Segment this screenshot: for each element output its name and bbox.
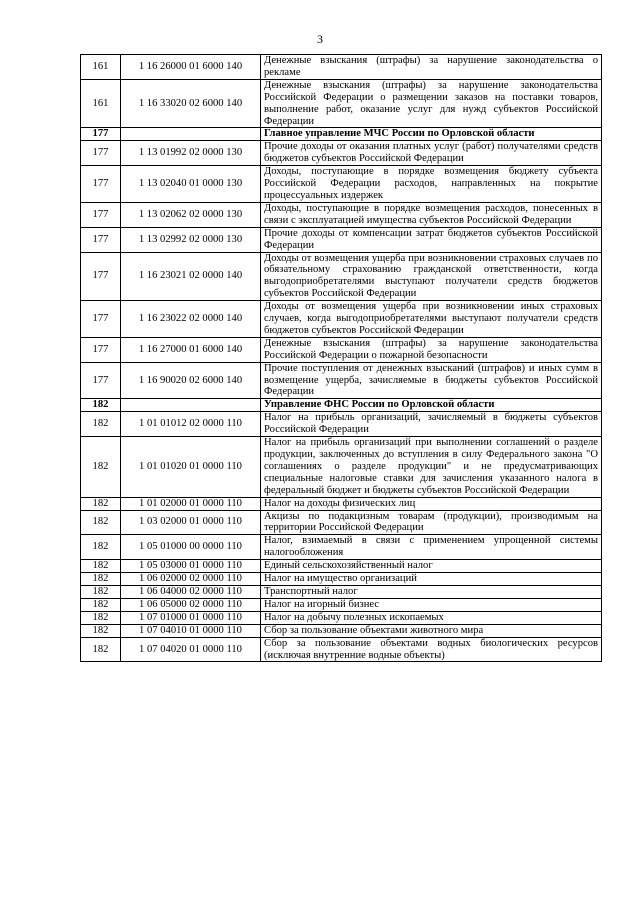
table-row — [81, 141, 602, 166]
admin-code-cell: 182 — [81, 497, 121, 510]
revenue-name-cell: Налог, взимаемый в связи с применением упрощенной системы налогообложения — [261, 535, 602, 560]
revenue-name-cell: Налог на добычу полезных ископаемых — [261, 611, 602, 624]
revenue-code-cell: 1 05 01000 00 0000 110 — [121, 535, 261, 560]
admin-code-cell: 177 — [81, 227, 121, 252]
table-row — [81, 573, 602, 586]
admin-code-cell: 182 — [81, 510, 121, 535]
revenue-name-cell: Транспортный налог — [261, 585, 602, 598]
revenue-name-cell: Единый сельскохозяйственный налог — [261, 560, 602, 573]
admin-code-cell: 177 — [81, 337, 121, 362]
table-row — [81, 497, 602, 510]
admin-code-cell: 161 — [81, 79, 121, 128]
table-row — [81, 510, 602, 535]
revenue-name-cell: Денежные взыскания (штрафы) за нарушение законодательства о рекламе — [261, 55, 602, 80]
revenue-name-cell: Налог на игорный бизнес — [261, 598, 602, 611]
revenue-code-cell: 1 07 04020 01 0000 110 — [121, 637, 261, 662]
page-number: 3 — [317, 32, 323, 46]
admin-code-cell: 177 — [81, 252, 121, 301]
admin-code-cell: 182 — [81, 437, 121, 498]
table-row — [81, 55, 602, 80]
revenue-code-cell: 1 05 03000 01 0000 110 — [121, 560, 261, 573]
admin-code-cell: 182 — [81, 637, 121, 662]
admin-code-cell: 161 — [81, 55, 121, 80]
revenue-code-cell: 1 16 23021 02 0000 140 — [121, 252, 261, 301]
revenue-code-cell: 1 07 04010 01 0000 110 — [121, 624, 261, 637]
revenue-name-cell: Прочие доходы от компенсации затрат бюджетов субъектов Российской Федерации — [261, 227, 602, 252]
revenue-code-cell: 1 16 90020 02 6000 140 — [121, 362, 261, 399]
revenue-name-cell: Доходы от возмещения ущерба при возникновении страховых случаев по обязательному страхованию гражданской ответственности, когда выгодоприобретателями выступают получатели средств бюджетов субъектов Российской Федерации — [261, 252, 602, 301]
revenue-code-cell — [121, 399, 261, 412]
table-row — [81, 637, 602, 662]
revenue-name-cell: Налог на имущество организаций — [261, 573, 602, 586]
table-row — [81, 585, 602, 598]
revenue-name-cell: Денежные взыскания (штрафы) за нарушение законодательства Российской Федерации о пожарной безопасности — [261, 337, 602, 362]
admin-code-cell: 182 — [81, 535, 121, 560]
table-row — [81, 252, 602, 301]
revenue-code-cell — [121, 128, 261, 141]
table-body — [81, 55, 602, 662]
revenue-name-cell: Доходы, поступающие в порядке возмещения бюджету субъекта Российской Федерации расходов, направленных на покрытие процессуальных издержек — [261, 166, 602, 203]
revenue-name-cell: Сбор за пользование объектами водных биологических ресурсов (исключая внутренние водные объекты) — [261, 637, 602, 662]
table-row — [81, 535, 602, 560]
table-row — [81, 337, 602, 362]
admin-code-cell: 182 — [81, 624, 121, 637]
revenue-name-cell: Прочие поступления от денежных взысканий (штрафов) и иных сумм в возмещение ущерба, зачисляемые в бюджеты субъектов Российской Федерации — [261, 362, 602, 399]
admin-code-cell: 177 — [81, 141, 121, 166]
admin-code-cell: 177 — [81, 202, 121, 227]
revenue-name-cell: Главное управление МЧС России по Орловской области — [261, 128, 602, 141]
revenue-code-cell: 1 07 01000 01 0000 110 — [121, 611, 261, 624]
table-row — [81, 624, 602, 637]
revenue-code-cell: 1 13 02062 02 0000 130 — [121, 202, 261, 227]
revenue-name-cell: Акцизы по подакцизным товарам (продукции), производимым на территории Российской Федерации — [261, 510, 602, 535]
revenue-codes-table — [80, 54, 602, 662]
revenue-code-cell: 1 01 01012 02 0000 110 — [121, 412, 261, 437]
table-row — [81, 611, 602, 624]
revenue-code-cell: 1 16 27000 01 6000 140 — [121, 337, 261, 362]
table-row — [81, 202, 602, 227]
revenue-code-cell: 1 03 02000 01 0000 110 — [121, 510, 261, 535]
table-row — [81, 560, 602, 573]
revenue-name-cell: Сбор за пользование объектами животного мира — [261, 624, 602, 637]
section-header-row — [81, 399, 602, 412]
revenue-code-cell: 1 06 02000 02 0000 110 — [121, 573, 261, 586]
revenue-code-cell: 1 16 23022 02 0000 140 — [121, 301, 261, 338]
table-row — [81, 437, 602, 498]
revenue-name-cell: Прочие доходы от оказания платных услуг (работ) получателями средств бюджетов субъектов Российской Федерации — [261, 141, 602, 166]
revenue-name-cell: Налог на доходы физических лиц — [261, 497, 602, 510]
table-row — [81, 301, 602, 338]
table-row — [81, 412, 602, 437]
revenue-code-cell: 1 06 04000 02 0000 110 — [121, 585, 261, 598]
revenue-code-cell: 1 13 01992 02 0000 130 — [121, 141, 261, 166]
revenue-code-cell: 1 06 05000 02 0000 110 — [121, 598, 261, 611]
admin-code-cell: 182 — [81, 560, 121, 573]
revenue-code-cell: 1 13 02040 01 0000 130 — [121, 166, 261, 203]
admin-code-cell: 177 — [81, 128, 121, 141]
revenue-code-cell: 1 01 01020 01 0000 110 — [121, 437, 261, 498]
revenue-code-cell: 1 13 02992 02 0000 130 — [121, 227, 261, 252]
table-row — [81, 227, 602, 252]
admin-code-cell: 182 — [81, 585, 121, 598]
admin-code-cell: 177 — [81, 301, 121, 338]
revenue-code-cell: 1 16 26000 01 6000 140 — [121, 55, 261, 80]
admin-code-cell: 182 — [81, 573, 121, 586]
revenue-name-cell: Денежные взыскания (штрафы) за нарушение законодательства Российской Федерации о размещении заказов на поставки товаров, выполнение работ, оказание услуг для нужд субъектов Российской Федерации — [261, 79, 602, 128]
admin-code-cell: 177 — [81, 362, 121, 399]
table-row — [81, 362, 602, 399]
admin-code-cell: 177 — [81, 166, 121, 203]
revenue-code-cell: 1 01 02000 01 0000 110 — [121, 497, 261, 510]
revenue-name-cell: Доходы, поступающие в порядке возмещения расходов, понесенных в связи с эксплуатацией имущества субъектов Российской Федерации — [261, 202, 602, 227]
table-row — [81, 79, 602, 128]
revenue-code-cell: 1 16 33020 02 6000 140 — [121, 79, 261, 128]
table-row — [81, 166, 602, 203]
section-header-row — [81, 128, 602, 141]
revenue-name-cell: Управление ФНС России по Орловской области — [261, 399, 602, 412]
admin-code-cell: 182 — [81, 598, 121, 611]
revenue-name-cell: Налог на прибыль организаций, зачисляемый в бюджеты субъектов Российской Федерации — [261, 412, 602, 437]
revenue-name-cell: Доходы от возмещения ущерба при возникновении иных страховых случаев, когда выгодоприобретателями выступают получатели средств бюджетов субъектов Российской Федерации — [261, 301, 602, 338]
admin-code-cell: 182 — [81, 399, 121, 412]
admin-code-cell: 182 — [81, 412, 121, 437]
table-row — [81, 598, 602, 611]
revenue-name-cell: Налог на прибыль организаций при выполнении соглашений о разделе продукции, заключенных до вступления в силу Федерального закона "О соглашениях о разделе продукции" и не предусматривающих специальные налоговые ставки для зачисления указанного налога в федеральный бюджет и бюджеты субъектов Российской Федерации — [261, 437, 602, 498]
admin-code-cell: 182 — [81, 611, 121, 624]
